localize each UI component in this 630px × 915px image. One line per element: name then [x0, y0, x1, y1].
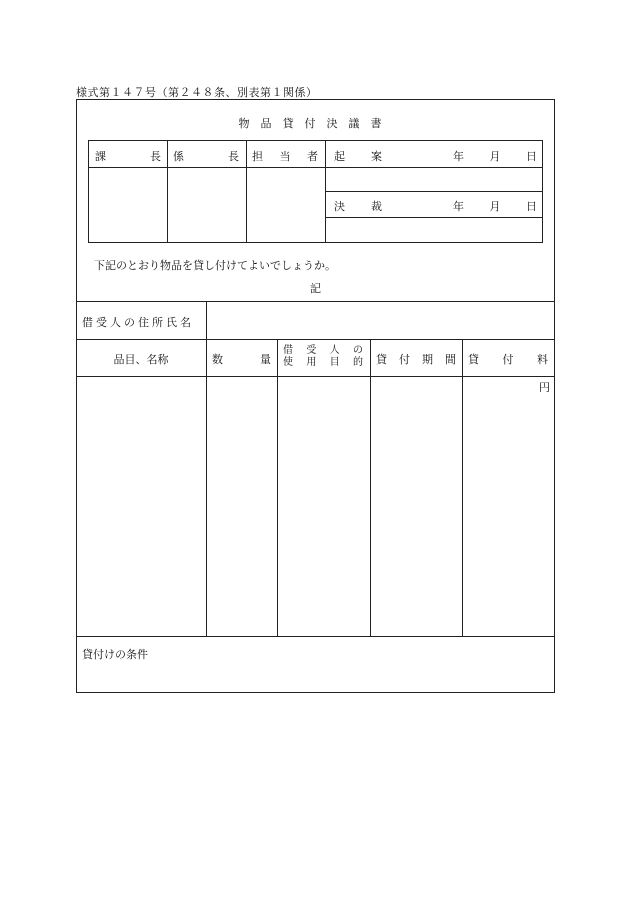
- fee-field[interactable]: [463, 390, 554, 636]
- col-purpose-line1: 借 受 人 の: [283, 345, 363, 356]
- header-kacho: 課 長: [95, 150, 161, 163]
- col-purpose-line2: 使 用 目 的: [283, 357, 363, 368]
- quantity-field[interactable]: [207, 377, 277, 636]
- kian-date: 年 月 日: [453, 150, 537, 163]
- col-item: 品目、名称: [113, 353, 169, 366]
- purpose-field[interactable]: [278, 377, 370, 636]
- document-title: 物品貸付決議書: [238, 117, 393, 130]
- header-tanto: 担 当 者: [252, 150, 318, 163]
- form-number: 様式第１４７号（第２４８条、別表第１関係）: [76, 86, 318, 99]
- col-period: 貸 付 期 間: [376, 353, 456, 366]
- period-field[interactable]: [371, 377, 462, 636]
- item-field[interactable]: [77, 377, 206, 636]
- ki-label: 記: [310, 282, 321, 295]
- borrower-field[interactable]: [207, 302, 554, 338]
- conditions-label: 貸付けの条件: [82, 648, 148, 661]
- header-kian: 起 案: [334, 150, 382, 163]
- borrower-label: 借受人の住所氏名: [82, 316, 194, 329]
- fee-unit: 円: [539, 381, 550, 394]
- header-kakari: 係 長: [173, 150, 239, 163]
- kessai-date: 年 月 日: [453, 200, 537, 213]
- intro-text: 下記のとおり物品を貸し付けてよいでしょうか。: [94, 259, 336, 272]
- col-fee: 貸 付 料: [468, 353, 548, 366]
- header-kessai: 決 裁: [334, 200, 382, 213]
- col-quantity: 数 量: [212, 353, 271, 366]
- approval-stamp-box: [88, 140, 543, 243]
- conditions-field[interactable]: [77, 662, 554, 692]
